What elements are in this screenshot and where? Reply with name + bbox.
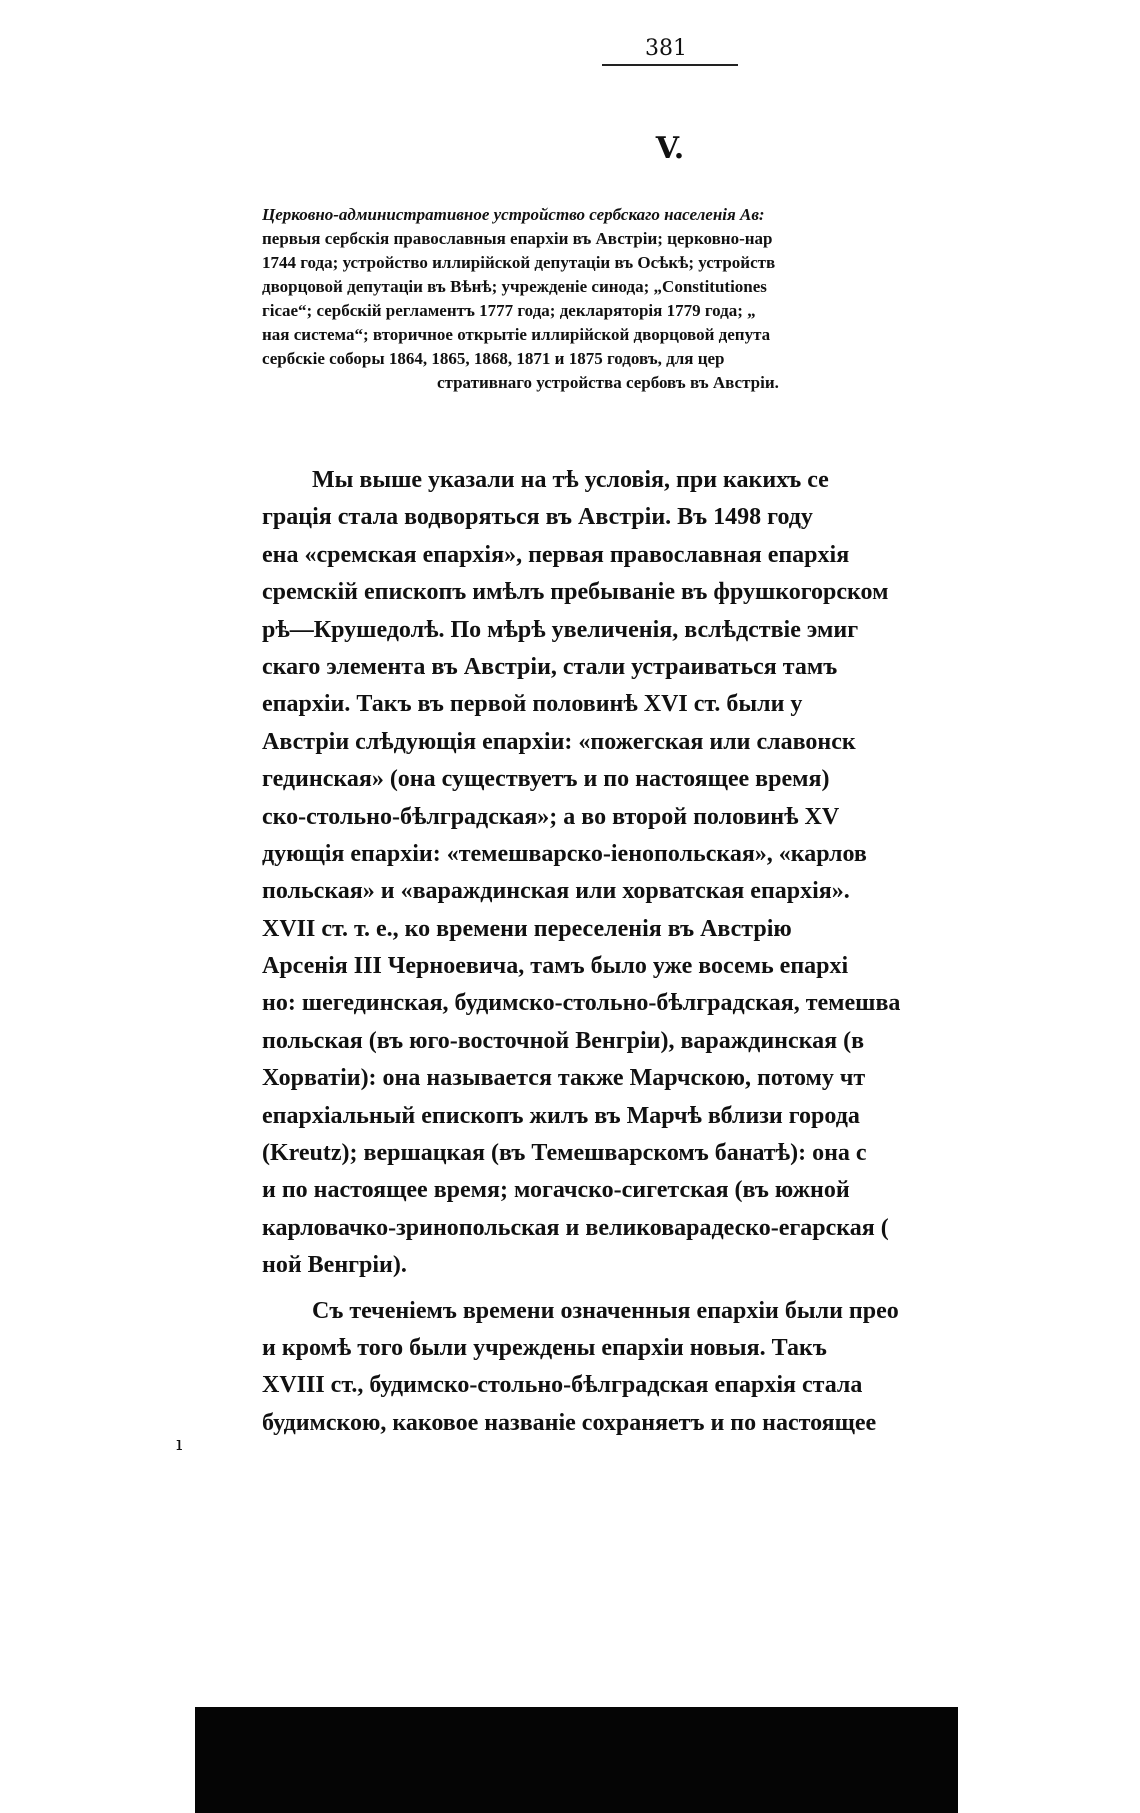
paragraph-line: ско-стольно-бѣлградская»; а во второй половинѣ XV [262, 803, 840, 830]
paragraph-line: епархіи. Такъ въ первой половинѣ XVI ст. были у [262, 691, 803, 718]
chapter-numeral: V. [655, 131, 685, 166]
paragraph-line: и кромѣ того были учреждены епархіи новыя. Такъ [262, 1334, 827, 1361]
paragraph-line: скаго элемента въ Австріи, стали устраиваться тамъ [262, 653, 838, 680]
paragraph-line: гединская» (она существуетъ и по настоящее время) [262, 766, 830, 793]
margin-mark: ı [176, 1431, 183, 1455]
paragraph-line: и по настоящее время; могачско-сигетская (въ южной [262, 1177, 850, 1204]
paragraph-line: епархіальный епископъ жилъ въ Марчѣ вблизи города [262, 1102, 860, 1129]
paragraph-line: польская» и «вараждинская или хорватская епархія». [262, 878, 850, 905]
paragraph-line: карловачко-зринопольская и великоварадеско-егарская ( [262, 1214, 889, 1241]
paragraph-line: но: шегединская, будимско-стольно-бѣлградская, темешва [262, 990, 901, 1017]
summary-line: первыя сербскія православныя епархіи въ Австріи; церковно-нар [262, 229, 773, 248]
paragraph-line: ена «сремская епархія», первая православная епархія [262, 541, 850, 568]
body-text [262, 462, 955, 1442]
summary-line: Церковно-административное устройство сербскаго населенія Ав: [262, 205, 765, 224]
page-number-rule [602, 64, 738, 66]
paragraph-line: XVIII ст., будимско-стольно-бѣлградская епархія стала [262, 1372, 863, 1399]
paragraph-line: Австріи слѣдующія епархіи: «пожегская или славонск [262, 728, 856, 755]
paragraph-line: Хорватіи): она называется также Марчскою, потому чт [262, 1065, 866, 1092]
paragraph-line: ной Венгріи). [262, 1252, 407, 1279]
paragraph-line: Мы выше указали на тѣ условія, при какихъ се [312, 467, 829, 493]
paragraph-line: рѣ—Крушедолѣ. По мѣрѣ увеличенія, вслѣдствіе эмиг [262, 616, 859, 643]
paragraph-line: сремскій епископъ имѣлъ пребываніе въ фрушкогорском [262, 579, 889, 606]
summary-line: сербскіе соборы 1864, 1865, 1868, 1871 и 1875 годовъ, для цер [262, 349, 725, 368]
paragraph-line: польская (въ юго-восточной Венгріи), вараждинская (в [262, 1027, 865, 1054]
paragraph-line: (Kreutz); вершацкая (въ Темешварскомъ банатѣ): она с [262, 1140, 867, 1167]
scan-shadow-bar [195, 1707, 958, 1813]
paragraph-line: будимскою, каковое названіе сохраняетъ и по настоящее [262, 1409, 877, 1436]
summary-line: гicae“; сербскій регламентъ 1777 года; декларяторія 1779 года; „ [262, 301, 756, 320]
paragraph-line: грація стала водворяться въ Австріи. Въ 1498 году [262, 504, 813, 531]
summary-line: дворцовой депутаціи въ Вѣнѣ; учрежденіе синода; „Constitutiones [262, 277, 767, 296]
chapter-summary [262, 203, 955, 395]
summary-line: ная система“; вторичное открытіе иллирійской дворцовой депута [262, 325, 771, 344]
summary-line: 1744 года; устройство иллирійской депутаціи въ Осѣкѣ; устройств [262, 253, 776, 272]
paragraph-line: Арсенія III Черноевича, тамъ было уже восемь епархі [262, 953, 849, 980]
page-number: 381 [645, 36, 687, 61]
paragraph-line: XVII ст. т. е., ко времени переселенія въ Австрію [262, 915, 792, 942]
paragraph-line: дующія епархіи: «темешварско-іенопольская», «карлов [262, 840, 867, 867]
paragraph-line: Съ теченіемъ времени означенныя епархіи были прео [312, 1297, 899, 1324]
summary-line: стративнаго устройства сербовъ въ Австріи. [437, 373, 779, 392]
